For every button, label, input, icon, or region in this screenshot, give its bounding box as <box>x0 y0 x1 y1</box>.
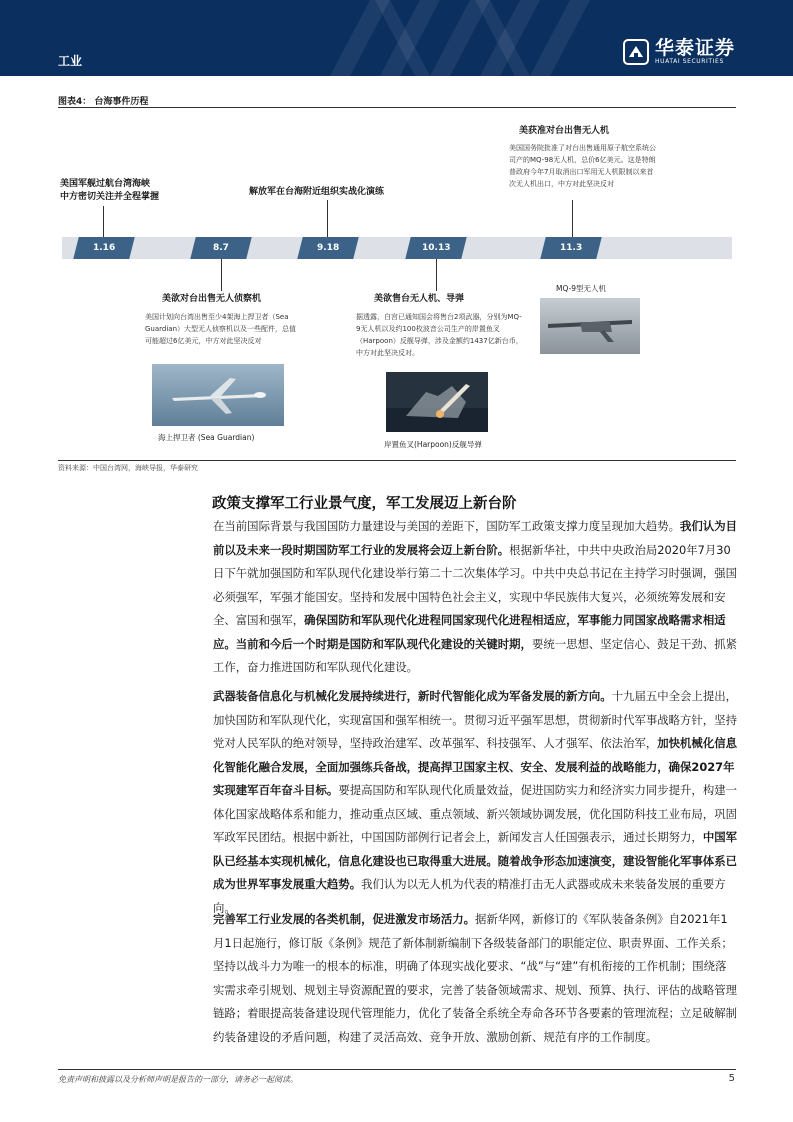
event-5-connector <box>572 200 573 237</box>
paragraph-3: 完善军工行业发展的各类机制，促进激发市场活力。据新华网，新修订的《军队装备条例》自2021年1月1日起施行，修订版《条例》规范了新体制新编制下各级装备部门的职能定位、职责界面、工作关系；坚持以战斗力为唯一的根本的标准，明确了体现实战化要求、“战”与“建”有机衔接的工作机制；围绕落实需求牵引规划、规划主导资源配置的要求，完善了装备领域需求、规划、预算、执行、评估的战略管理链路；着眼提高装备建设现代管理能力，优化了装备全系统全寿命各环节各要素的管理流程；立足破解制约装备建设的矛盾问题，构建了灵活高效、竞争开放、激励创新、规范有序的工作制度。 <box>213 912 737 1044</box>
mq9-caption: MQ-9型无人机 <box>556 284 607 293</box>
figure-top-rule <box>58 107 736 108</box>
harpoon-caption: 岸置鱼叉(Harpoon)反舰导弹 <box>384 440 482 449</box>
sea-guardian-drone-image <box>152 364 284 426</box>
brand-name-en: HUATAI SECURITIES <box>654 58 724 65</box>
logo-mark-icon <box>623 39 649 65</box>
section-heading: 政策支撑军工行业景气度，军工发展迈上新台阶 <box>212 496 517 512</box>
footer-disclaimer: 免责声明和披露以及分析师声明是报告的一部分，请务必一起阅读。 <box>58 1075 298 1084</box>
timeline-bar <box>62 237 732 259</box>
timeline-date-1: 1.16 <box>73 237 134 259</box>
timeline-date-3: 9.18 <box>297 237 358 259</box>
event-4-body: 据透露，白宫已通知国会将售台2项武器，分别为MQ-9无人机以及约100枚波音公司生产的岸置鱼叉（Harpoon）反舰导弹，涉及金额约1437亿新台币，中方对此坚决反对。 <box>356 313 523 357</box>
brand-name-cn: 华泰证券 <box>654 37 735 59</box>
figure-title: 图表4： 台海事件历程 <box>58 97 149 107</box>
harpoon-missile-image <box>386 372 488 432</box>
event-5-title: 美获准对台出售无人机 <box>519 126 610 136</box>
timeline-date-2: 8.7 <box>190 237 251 259</box>
timeline-date-5: 11.3 <box>540 237 601 259</box>
mq9-drone-image <box>540 298 640 354</box>
event-2-title: 美欲对台出售无人侦察机 <box>162 294 262 304</box>
section-label: 工业 <box>58 54 83 68</box>
header-decoration <box>330 0 650 76</box>
event-2-connector <box>221 259 222 291</box>
event-3-title: 解放军在台海附近组织实战化演练 <box>249 187 385 197</box>
figure-source: 资料来源：中国台湾网，海峡导报，华泰研究 <box>58 464 198 472</box>
paragraph-1: 在当前国际背景与我国国防力量建设与美国的差距下，国防军工政策支撑力度呈现加大趋势。我们认为目前以及未来一段时期国防军工行业的发展将会迈上新台阶。根据新华社，中共中央政治局2020年7月30日下午就加强国防和军队现代化建设举行第二十二次集体学习。中共中央总书记在主持学习时强调，强国必须强军，军强才能国安。坚持和发展中国特色社会主义，实现中华民族伟大复兴，必须统筹发展和安全、富国和强军，确保国防和军队现代化进程同国家现代化进程相适应，军事能力同国家战略需求相适应。当前和今后一个时期是国防和军队现代化建设的关键时期，要统一思想、坚定信心、鼓足干劲、抓紧工作，奋力推进国防和军队现代化建设。 <box>213 519 737 674</box>
timeline-date-4: 10.13 <box>405 237 466 259</box>
figure-bottom-rule <box>58 460 736 461</box>
event-4-title: 美欲售台无人机、导弹 <box>374 294 465 304</box>
event-5-body: 美国国务院批准了对台出售通用原子航空系统公司产的MQ-98无人机，总价6亿美元。这是特朗普政府今年7月取消出口军用无人机限制以来首次无人机出口，中方对此坚决反对 <box>509 144 656 188</box>
mq9-photo <box>540 298 640 354</box>
brand-logo <box>623 38 735 66</box>
event-1-title-line-1: 美国军舰过航台湾海峡 <box>60 179 151 189</box>
page-number: 5 <box>728 1073 735 1084</box>
event-2-body: 美国计划向台湾出售至少4架海上捍卫者（Sea Guardian）大型无人侦察机以及一些配件，总值可能超过6亿美元，中方对此坚决反对 <box>145 313 297 345</box>
page-header <box>0 0 793 76</box>
sea-guardian-caption: 海上捍卫者 (Sea Guardian) <box>158 433 255 442</box>
footer-rule <box>58 1069 736 1070</box>
event-1-title-line-2: 中方密切关注并全程掌握 <box>60 192 160 202</box>
paragraph-2: 武器装备信息化与机械化发展持续进行，新时代智能化成为军备发展的新方向。十九届五中全会上提出，加快国防和军队现代化，实现富国和强军相统一。贯彻习近平强军思想，贯彻新时代军事战略方针，坚持党对人民军队的绝对领导，坚持政治建军、改革强军、科技强军、人才强军、依法治军，加快机械化信息化智能化融合发展，全面加强练兵备战，提高捍卫国家主权、安全、发展利益的战略能力，确保2027年实现建军百年奋斗目标。要提高国防和军队现代化质量效益，促进国防实力和经济实力同步提升，构建一体化国家战略体系和能力，推动重点区域、重点领域、新兴领域协调发展，优化国防科技工业布局，巩固军政军民团结。根据中新社，中国国防部例行记者会上，新闻发言人任国强表示，通过长期努力，中国军队已经基本实现机械化，信息化建设也已取得重大进展。随着战争形态加速演变，建设智能化军事体系已成为世界军事发展重大趋势。我们认为以无人机为代表的精准打击无人武器或成未来装备发展的重要方向。 <box>213 689 737 915</box>
event-1-connector <box>103 206 104 237</box>
event-4-connector <box>436 259 437 291</box>
event-3-connector <box>327 200 328 237</box>
harpoon-photo <box>386 372 488 432</box>
sea-guardian-photo <box>152 364 284 426</box>
